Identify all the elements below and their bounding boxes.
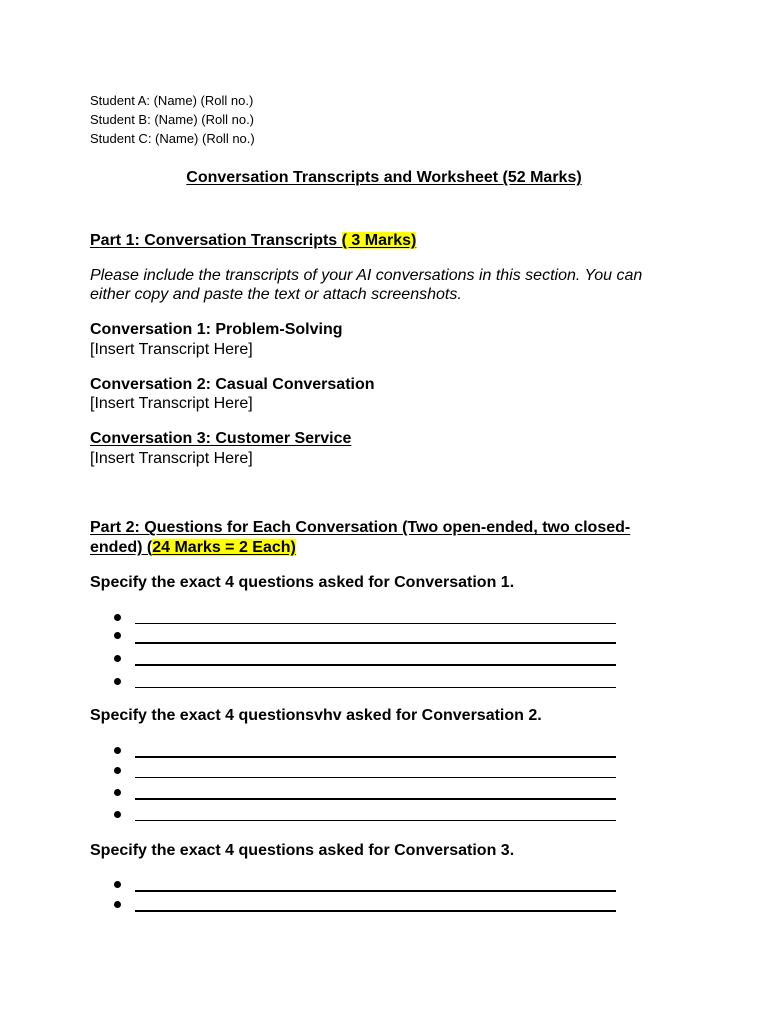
bullet-icon xyxy=(114,901,121,908)
student-c-line: Student C: (Name) (Roll no.) xyxy=(90,131,255,146)
conversation-2-placeholder: [Insert Transcript Here] xyxy=(90,395,253,412)
conversation-1-title: Conversation 1: Problem-Solving xyxy=(90,321,343,338)
answer-line xyxy=(135,910,616,912)
bullet-icon xyxy=(114,811,121,818)
answer-line xyxy=(135,687,616,688)
bullet-icon xyxy=(114,632,121,639)
part2-heading-line1: Part 2: Questions for Each Conversation (Two open-ended, two closed- xyxy=(90,519,631,536)
answer-line xyxy=(135,642,616,644)
part1-marks-highlight: ( 3 Marks) xyxy=(341,232,417,249)
answer-line xyxy=(135,623,616,624)
answer-line xyxy=(135,777,616,778)
conversation-3-placeholder: [Insert Transcript Here] xyxy=(90,450,253,467)
conversation-3-title: Conversation 3: Customer Service xyxy=(90,430,352,447)
bullet-icon xyxy=(114,789,121,796)
answer-line xyxy=(135,820,616,821)
part1-instructions: Please include the transcripts of your AI conversations in this section. You can either copy and paste the text or attach screenshots. xyxy=(90,267,643,303)
conversation-2-title: Conversation 2: Casual Conversation xyxy=(90,376,375,393)
part1-heading-text: Part 1: Conversation Transcripts xyxy=(90,232,342,249)
part1-heading xyxy=(90,231,416,250)
answer-line xyxy=(135,664,616,666)
bullet-icon xyxy=(114,614,121,621)
question-prompt-2: Specify the exact 4 questions​vhv asked for Conversation 2. xyxy=(90,707,542,724)
part2-marks-highlight: 24 Marks = 2 Each) xyxy=(152,539,296,556)
bullet-icon xyxy=(114,881,121,888)
answer-line xyxy=(135,890,616,892)
question-prompt-1: Specify the exact 4 questions asked for Conversation 1. xyxy=(90,574,515,591)
bullet-icon xyxy=(114,655,121,662)
part2-heading-prefix: ended) ( xyxy=(90,539,153,556)
question-prompt-3: Specify the exact 4 questions asked for Conversation 3. xyxy=(90,842,515,859)
part2-heading-line2 xyxy=(90,538,296,557)
conversation-1-placeholder: [Insert Transcript Here] xyxy=(90,341,253,358)
student-a-line: Student A: (Name) (Roll no.) xyxy=(90,93,254,108)
bullet-icon xyxy=(114,678,121,685)
page-title: Conversation Transcripts and Worksheet (52 Marks) xyxy=(186,169,582,186)
answer-line xyxy=(135,798,616,800)
bullet-icon xyxy=(114,767,121,774)
answer-line xyxy=(135,756,616,758)
bullet-icon xyxy=(114,747,121,754)
student-b-line: Student B: (Name) (Roll no.) xyxy=(90,112,255,127)
